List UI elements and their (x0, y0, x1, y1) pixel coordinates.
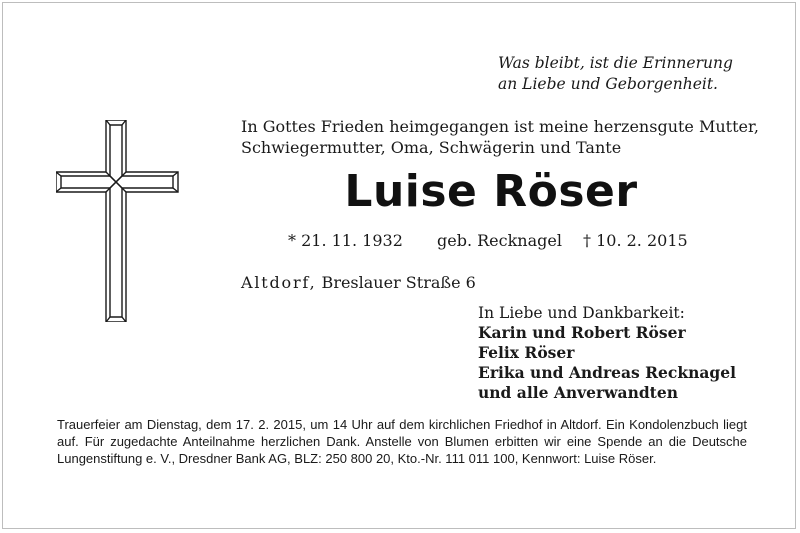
intro-text (241, 116, 761, 158)
mourner-name: Karin und Robert Röser (478, 323, 686, 342)
mourner-name: Felix Röser (478, 343, 575, 362)
intro-line-2: Schwiegermutter, Oma, Schwägerin und Tante (241, 138, 622, 157)
motto-line-1: Was bleibt, ist die Erinnerung (498, 54, 733, 72)
mourner-name: Erika und Andreas Recknagel (478, 363, 736, 382)
funeral-info-text: Trauerfeier am Dienstag, dem 17. 2. 2015, um 14 Uhr auf dem kirchlichen Friedhof in Altdorf. Ein Kondolenzbuch liegt auf. Für zugedachte Anteilnahme herzlichen Dank. Anstelle von Blumen erbitten wir eine Spende an die Deutsche Lungenstiftung e. V., Dresdner Bank AG, BLZ: 250 800 20, Kto.-Nr. 111 011 100, Kennwort: Luise Röser. (57, 417, 747, 466)
intro-line-1: In Gottes Frieden heimgegangen ist meine herzensgute Mutter, (241, 117, 759, 136)
cross-icon (56, 120, 180, 326)
address-city: Altdorf, (241, 273, 317, 292)
deceased-name: Luise Röser (344, 166, 638, 217)
motto-line-2: an Liebe und Geborgenheit. (498, 75, 718, 93)
birth-date: * 21. 11. 1932 (288, 231, 403, 250)
mourner-name: und alle Anverwandten (478, 383, 678, 402)
death-date: † 10. 2. 2015 (583, 231, 688, 250)
address (241, 273, 476, 292)
mourners-heading: In Liebe und Dankbarkeit: (478, 304, 685, 322)
mourners-block (478, 303, 778, 403)
maiden-name: geb. Recknagel (437, 231, 562, 250)
motto-quote (498, 53, 788, 95)
address-street: Breslauer Straße 6 (316, 273, 476, 292)
